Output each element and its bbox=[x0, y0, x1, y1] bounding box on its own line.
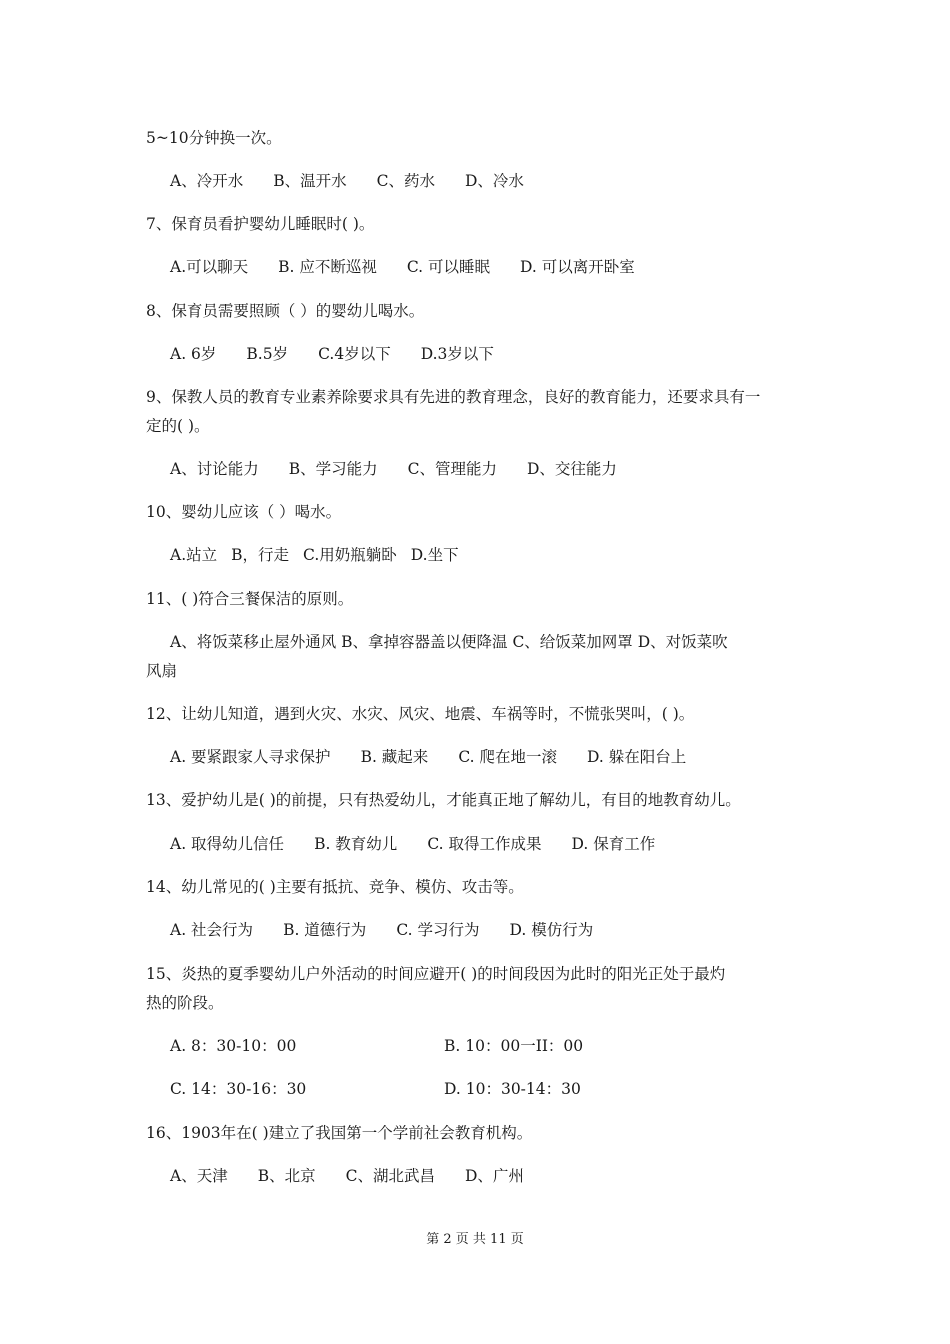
q16-option-b: B、北京 bbox=[257, 1167, 316, 1185]
q13-option-c: C. 取得工作成果 bbox=[427, 835, 542, 853]
q7-option-a: A.可以聊天 bbox=[170, 258, 249, 276]
q7-question: 7、保育员看护婴幼儿睡眠时( )。 bbox=[146, 215, 375, 233]
q13-option-d: D. 保育工作 bbox=[571, 835, 656, 853]
q12-question: 12、让幼儿知道，遇到火灾、水灾、风灾、地震、车祸等时，不慌张哭叫，( )。 bbox=[146, 705, 695, 723]
q16-options bbox=[170, 1166, 524, 1186]
q14-option-a: A. 社会行为 bbox=[170, 921, 254, 939]
q8-option-d: D.3岁以下 bbox=[420, 345, 494, 363]
q16-option-c: C、湖北武昌 bbox=[345, 1167, 435, 1185]
q10-option-a: A.站立 bbox=[170, 546, 218, 564]
q9-question-line1: 9、保教人员的教育专业素养除要求具有先进的教育理念，良好的教育能力，还要求具有一 bbox=[146, 388, 761, 406]
prev-question-continuation: 5~10分钟换一次。 bbox=[146, 129, 282, 147]
q7-option-c: C. 可以睡眠 bbox=[406, 258, 491, 276]
q14-options bbox=[170, 920, 593, 940]
q13-option-a: A. 取得幼儿信任 bbox=[170, 835, 285, 853]
q14-option-c: C. 学习行为 bbox=[396, 921, 480, 939]
q16-option-a: A、天津 bbox=[170, 1167, 228, 1185]
q15-question-line1: 15、炎热的夏季婴幼儿户外活动的时间应避开( )的时间段因为此时的阳光正处于最灼 bbox=[146, 965, 726, 983]
q12-option-d: D. 躲在阳台上 bbox=[586, 748, 687, 766]
q12-option-c: C. 爬在地一滚 bbox=[458, 748, 557, 766]
q9-options bbox=[170, 459, 617, 479]
q12-options bbox=[170, 747, 686, 767]
q9-option-c: C、管理能力 bbox=[407, 460, 497, 478]
q15-option-a: A. 8：30-10：00 bbox=[170, 1037, 297, 1055]
q14-option-d: D. 模仿行为 bbox=[509, 921, 594, 939]
q9-option-a: A、讨论能力 bbox=[170, 460, 259, 478]
q15-option-d: D. 10：30-14：30 bbox=[444, 1080, 581, 1098]
q13-options bbox=[170, 834, 655, 854]
q12-option-b: B. 藏起来 bbox=[360, 748, 429, 766]
q6-option-d: D、冷水 bbox=[464, 172, 524, 190]
q15-option-c: C. 14：30-16：30 bbox=[170, 1080, 307, 1098]
q13-option-b: B. 教育幼儿 bbox=[314, 835, 398, 853]
q6-option-c: C、药水 bbox=[376, 172, 435, 190]
page-footer: 第 2 页 共 11 页 bbox=[426, 1232, 524, 1247]
q10-question: 10、婴幼儿应该（ ）喝水。 bbox=[146, 503, 342, 521]
q8-option-c: C.4岁以下 bbox=[318, 345, 391, 363]
q7-option-b: B. 应不断巡视 bbox=[278, 258, 377, 276]
q16-question: 16、1903年在( )建立了我国第一个学前社会教育机构。 bbox=[146, 1124, 533, 1142]
q6-option-b: B、温开水 bbox=[273, 172, 347, 190]
q9-option-d: D、交往能力 bbox=[526, 460, 617, 478]
q8-option-a: A. 6岁 bbox=[170, 345, 217, 363]
q10-option-c: C.用奶瓶躺卧 bbox=[303, 546, 397, 564]
q16-option-d: D、广州 bbox=[464, 1167, 524, 1185]
q7-option-d: D. 可以离开卧室 bbox=[520, 258, 635, 276]
q14-option-b: B. 道德行为 bbox=[283, 921, 367, 939]
q8-option-b: B.5岁 bbox=[246, 345, 289, 363]
q10-options bbox=[170, 545, 459, 565]
q15-question-line2: 热的阶段。 bbox=[146, 994, 224, 1012]
q6-options bbox=[170, 171, 524, 191]
q14-question: 14、幼儿常见的( )主要有抵抗、竞争、模仿、攻击等。 bbox=[146, 878, 524, 896]
q11-options-line2: 风扇 bbox=[146, 662, 178, 680]
q9-option-b: B、学习能力 bbox=[288, 460, 378, 478]
q10-option-b: B，行走 bbox=[231, 546, 290, 564]
q12-option-a: A. 要紧跟家人寻求保护 bbox=[170, 748, 331, 766]
q10-option-d: D.坐下 bbox=[410, 546, 459, 564]
q15-option-b: B. 10：00一II：00 bbox=[444, 1037, 584, 1055]
q6-option-a: A、冷开水 bbox=[170, 172, 244, 190]
q13-question: 13、爱护幼儿是( )的前提，只有热爱幼儿，才能真正地了解幼儿，有目的地教育幼儿。 bbox=[146, 791, 741, 809]
q11-options-line1: A、将饭菜移止屋外通风 B、拿掉容器盖以便降温 C、给饭菜加网罩 D、对饭菜吹 bbox=[170, 633, 728, 651]
q8-question: 8、保育员需要照顾（ ）的婴幼儿喝水。 bbox=[146, 302, 425, 320]
q8-options bbox=[170, 344, 494, 364]
q11-question: 11、( )符合三餐保洁的原则。 bbox=[146, 590, 354, 608]
q7-options bbox=[170, 257, 635, 277]
q9-question-line2: 定的( )。 bbox=[146, 417, 210, 435]
